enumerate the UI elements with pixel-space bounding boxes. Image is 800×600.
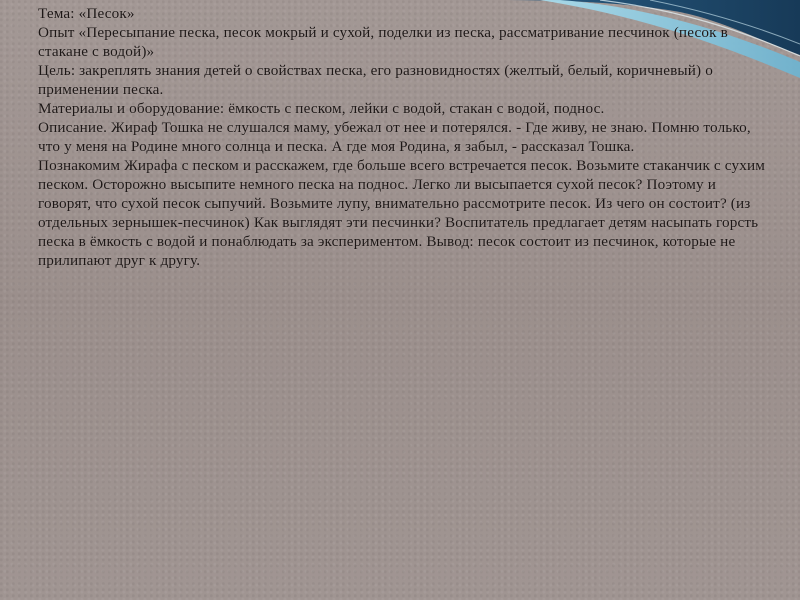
goal-paragraph: Цель: закреплять знания детей о свойствах песка, его разновидностях (желтый, белый, коричневый) о применении песка. bbox=[38, 62, 713, 98]
procedure-paragraph: Познакомим Жирафа с песком и расскажем, где больше всего встречается песок. Возьмите стаканчик с сухим песком. Осторожно высыпите немного песка на поднос. Легко ли высыпается сухой песок? Поэтому и говорят, что сухой песок сыпучий. Возьмите лупу, внимательно рассмотрите песок. Из чего он состоит? (из отдельных зернышек-песчинок) Как выглядят эти песчинки? Воспитатель предлагает детям насыпать горсть песка в ёмкость с водой и понаблюдать за экспериментом. Вывод: песок состоит из песчинок, которые не прилипают друг к другу. bbox=[38, 157, 765, 269]
description-paragraph: Описание. Жираф Тошка не слушался маму, убежал от нее и потерялся. - Где живу, не знаю. Помню только, что у меня на Родине много солнца и песка. А где моя Родина, я забыл, - рассказал Тошка. bbox=[38, 119, 751, 155]
slide-text-body bbox=[38, 4, 768, 270]
materials-paragraph: Материалы и оборудование: ёмкость с песком, лейки с водой, стакан с водой, поднос. bbox=[38, 100, 605, 117]
experiment-line: Опыт «Пересыпание песка, песок мокрый и сухой, поделки из песка, рассматривание песчинок (песок в стакане с водой)» bbox=[38, 24, 728, 60]
topic-line: Тема: «Песок» bbox=[38, 5, 135, 22]
